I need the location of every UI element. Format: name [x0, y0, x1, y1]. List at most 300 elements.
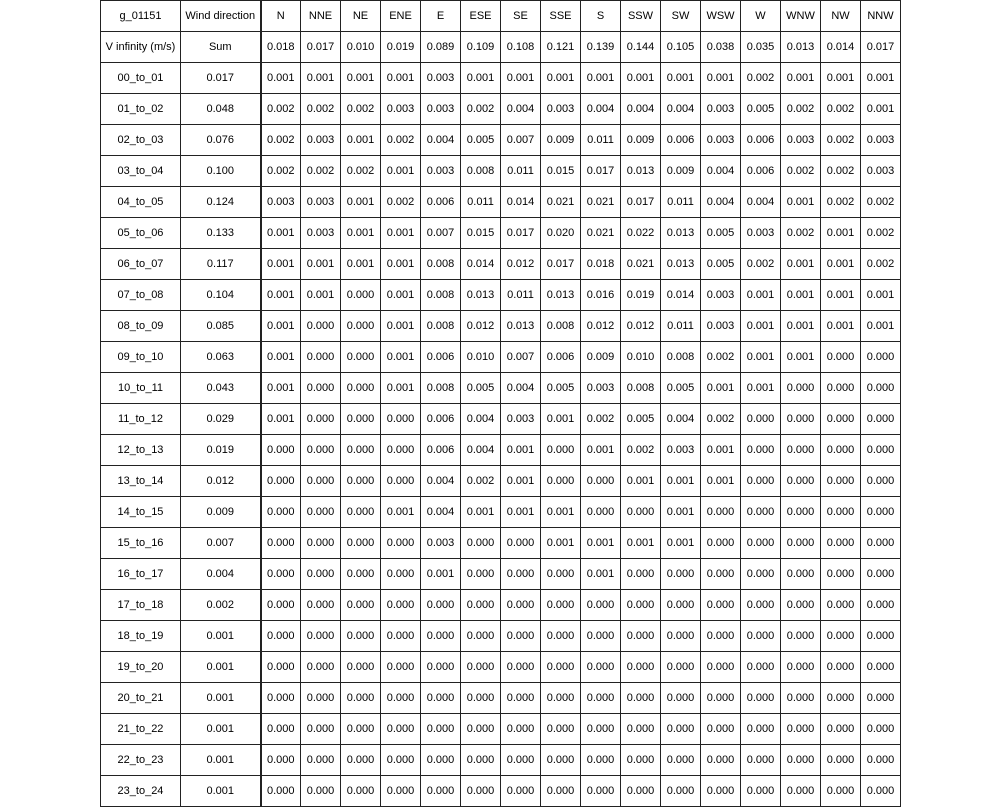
frequency-cell: 0.003 — [421, 94, 461, 125]
direction-header-cell: E — [421, 1, 461, 32]
frequency-cell: 0.003 — [701, 280, 741, 311]
frequency-cell: 0.000 — [861, 404, 901, 435]
table-row — [101, 435, 901, 466]
frequency-cell: 0.004 — [461, 435, 501, 466]
frequency-cell: 0.009 — [621, 125, 661, 156]
frequency-cell: 0.001 — [541, 63, 581, 94]
frequency-cell: 0.000 — [581, 497, 621, 528]
frequency-cell: 0.000 — [261, 621, 301, 652]
frequency-cell: 0.017 — [581, 156, 621, 187]
frequency-cell: 0.000 — [301, 528, 341, 559]
frequency-cell: 0.000 — [621, 714, 661, 745]
sum-value-cell: 0.105 — [661, 32, 701, 63]
frequency-cell: 0.004 — [741, 187, 781, 218]
table-row — [101, 714, 901, 745]
row-sum-cell: 0.001 — [181, 683, 261, 714]
frequency-cell: 0.000 — [701, 683, 741, 714]
frequency-cell: 0.000 — [861, 342, 901, 373]
frequency-cell: 0.000 — [821, 435, 861, 466]
frequency-cell: 0.001 — [381, 280, 421, 311]
frequency-cell: 0.002 — [461, 466, 501, 497]
frequency-cell: 0.001 — [581, 435, 621, 466]
frequency-cell: 0.000 — [341, 311, 381, 342]
direction-header-cell: SW — [661, 1, 701, 32]
speed-bin-label: 17_to_18 — [101, 590, 181, 621]
frequency-cell: 0.011 — [661, 187, 701, 218]
frequency-cell: 0.001 — [341, 218, 381, 249]
frequency-cell: 0.004 — [421, 466, 461, 497]
frequency-cell: 0.000 — [701, 497, 741, 528]
table-row — [101, 125, 901, 156]
frequency-cell: 0.004 — [621, 94, 661, 125]
frequency-cell: 0.012 — [461, 311, 501, 342]
table-row — [101, 559, 901, 590]
frequency-cell: 0.008 — [421, 373, 461, 404]
frequency-cell: 0.001 — [341, 249, 381, 280]
speed-bin-label: 04_to_05 — [101, 187, 181, 218]
row-sum-cell: 0.100 — [181, 156, 261, 187]
frequency-cell: 0.000 — [741, 497, 781, 528]
frequency-cell: 0.006 — [661, 125, 701, 156]
frequency-cell: 0.003 — [741, 218, 781, 249]
frequency-cell: 0.006 — [421, 342, 461, 373]
direction-header-cell: W — [741, 1, 781, 32]
speed-bin-label: 00_to_01 — [101, 63, 181, 94]
frequency-cell: 0.000 — [701, 652, 741, 683]
frequency-cell: 0.003 — [581, 373, 621, 404]
frequency-cell: 0.000 — [781, 776, 821, 807]
frequency-cell: 0.005 — [621, 404, 661, 435]
frequency-cell: 0.010 — [621, 342, 661, 373]
frequency-cell: 0.000 — [541, 466, 581, 497]
frequency-cell: 0.000 — [421, 714, 461, 745]
frequency-cell: 0.000 — [541, 776, 581, 807]
frequency-cell: 0.000 — [301, 714, 341, 745]
row-sum-cell: 0.063 — [181, 342, 261, 373]
sum-value-cell: 0.017 — [861, 32, 901, 63]
frequency-cell: 0.004 — [701, 187, 741, 218]
frequency-cell: 0.000 — [461, 590, 501, 621]
frequency-cell: 0.000 — [301, 652, 341, 683]
frequency-cell: 0.000 — [701, 745, 741, 776]
frequency-cell: 0.000 — [341, 435, 381, 466]
wind-frequency-table-container — [100, 0, 900, 800]
frequency-cell: 0.000 — [381, 559, 421, 590]
frequency-cell: 0.001 — [461, 63, 501, 94]
frequency-cell: 0.003 — [541, 94, 581, 125]
frequency-cell: 0.008 — [461, 156, 501, 187]
frequency-cell: 0.000 — [301, 776, 341, 807]
frequency-cell: 0.000 — [461, 683, 501, 714]
direction-header-cell: SSE — [541, 1, 581, 32]
frequency-cell: 0.000 — [381, 745, 421, 776]
frequency-cell: 0.000 — [741, 776, 781, 807]
frequency-cell: 0.000 — [581, 714, 621, 745]
frequency-cell: 0.000 — [581, 745, 621, 776]
frequency-cell: 0.000 — [781, 435, 821, 466]
frequency-cell: 0.001 — [461, 497, 501, 528]
corner-label: g_01151 — [101, 1, 181, 32]
frequency-cell: 0.017 — [541, 249, 581, 280]
frequency-cell: 0.000 — [261, 590, 301, 621]
frequency-cell: 0.014 — [461, 249, 501, 280]
frequency-cell: 0.008 — [421, 249, 461, 280]
frequency-cell: 0.000 — [781, 559, 821, 590]
frequency-cell: 0.002 — [781, 218, 821, 249]
frequency-cell: 0.000 — [821, 776, 861, 807]
frequency-cell: 0.000 — [621, 559, 661, 590]
row-sum-cell: 0.012 — [181, 466, 261, 497]
frequency-cell: 0.001 — [541, 528, 581, 559]
frequency-cell: 0.000 — [781, 621, 821, 652]
table-row — [101, 497, 901, 528]
frequency-cell: 0.004 — [501, 373, 541, 404]
speed-bin-label: 23_to_24 — [101, 776, 181, 807]
frequency-cell: 0.001 — [261, 249, 301, 280]
frequency-cell: 0.000 — [301, 342, 341, 373]
row-sum-cell: 0.029 — [181, 404, 261, 435]
frequency-cell: 0.001 — [301, 63, 341, 94]
frequency-cell: 0.001 — [821, 249, 861, 280]
frequency-cell: 0.005 — [661, 373, 701, 404]
table-row — [101, 466, 901, 497]
frequency-cell: 0.011 — [461, 187, 501, 218]
row-sum-cell: 0.117 — [181, 249, 261, 280]
frequency-cell: 0.000 — [301, 590, 341, 621]
speed-bin-label: 08_to_09 — [101, 311, 181, 342]
frequency-cell: 0.008 — [661, 342, 701, 373]
frequency-cell: 0.000 — [861, 373, 901, 404]
row-sum-cell: 0.001 — [181, 776, 261, 807]
speed-bin-label: 01_to_02 — [101, 94, 181, 125]
frequency-cell: 0.001 — [581, 559, 621, 590]
frequency-cell: 0.021 — [581, 187, 621, 218]
frequency-cell: 0.008 — [621, 373, 661, 404]
frequency-cell: 0.000 — [701, 590, 741, 621]
frequency-cell: 0.000 — [461, 714, 501, 745]
frequency-cell: 0.002 — [261, 125, 301, 156]
frequency-cell: 0.000 — [341, 776, 381, 807]
frequency-cell: 0.000 — [421, 776, 461, 807]
frequency-cell: 0.013 — [461, 280, 501, 311]
frequency-cell: 0.000 — [861, 714, 901, 745]
frequency-cell: 0.000 — [821, 590, 861, 621]
frequency-cell: 0.001 — [701, 63, 741, 94]
frequency-cell: 0.001 — [261, 63, 301, 94]
frequency-cell: 0.000 — [781, 466, 821, 497]
direction-header-cell: WNW — [781, 1, 821, 32]
frequency-cell: 0.001 — [381, 342, 421, 373]
frequency-cell: 0.001 — [741, 280, 781, 311]
frequency-cell: 0.001 — [541, 404, 581, 435]
row-sum-cell: 0.048 — [181, 94, 261, 125]
direction-header-cell: N — [261, 1, 301, 32]
frequency-cell: 0.000 — [621, 652, 661, 683]
table-row — [101, 311, 901, 342]
speed-bin-label: 11_to_12 — [101, 404, 181, 435]
frequency-cell: 0.013 — [541, 280, 581, 311]
wind-frequency-table — [100, 0, 901, 807]
frequency-cell: 0.005 — [541, 373, 581, 404]
table-row — [101, 745, 901, 776]
frequency-cell: 0.021 — [541, 187, 581, 218]
frequency-cell: 0.021 — [581, 218, 621, 249]
frequency-cell: 0.000 — [261, 714, 301, 745]
frequency-cell: 0.003 — [861, 125, 901, 156]
frequency-cell: 0.002 — [701, 404, 741, 435]
speed-bin-label: 15_to_16 — [101, 528, 181, 559]
sum-value-cell: 0.144 — [621, 32, 661, 63]
frequency-cell: 0.001 — [581, 63, 621, 94]
frequency-cell: 0.000 — [861, 435, 901, 466]
row-sum-cell: 0.017 — [181, 63, 261, 94]
frequency-cell: 0.000 — [501, 528, 541, 559]
frequency-cell: 0.003 — [301, 187, 341, 218]
direction-header-cell: NW — [821, 1, 861, 32]
frequency-cell: 0.000 — [821, 745, 861, 776]
frequency-cell: 0.002 — [821, 125, 861, 156]
frequency-cell: 0.000 — [261, 559, 301, 590]
frequency-cell: 0.003 — [501, 404, 541, 435]
frequency-cell: 0.000 — [701, 776, 741, 807]
frequency-cell: 0.000 — [501, 714, 541, 745]
frequency-cell: 0.000 — [821, 559, 861, 590]
frequency-cell: 0.000 — [781, 652, 821, 683]
frequency-cell: 0.000 — [341, 621, 381, 652]
frequency-cell: 0.002 — [341, 94, 381, 125]
table-row — [101, 156, 901, 187]
frequency-cell: 0.000 — [581, 652, 621, 683]
frequency-cell: 0.001 — [501, 497, 541, 528]
frequency-cell: 0.000 — [541, 745, 581, 776]
frequency-cell: 0.000 — [341, 714, 381, 745]
frequency-cell: 0.002 — [341, 156, 381, 187]
sum-header: Sum — [181, 32, 261, 63]
frequency-cell: 0.000 — [421, 683, 461, 714]
frequency-cell: 0.007 — [421, 218, 461, 249]
frequency-cell: 0.000 — [301, 435, 341, 466]
frequency-cell: 0.000 — [661, 714, 701, 745]
frequency-cell: 0.001 — [661, 63, 701, 94]
frequency-cell: 0.020 — [541, 218, 581, 249]
frequency-cell: 0.000 — [821, 342, 861, 373]
frequency-cell: 0.000 — [741, 435, 781, 466]
speed-bin-label: 02_to_03 — [101, 125, 181, 156]
frequency-cell: 0.005 — [461, 373, 501, 404]
frequency-cell: 0.000 — [821, 466, 861, 497]
frequency-cell: 0.000 — [381, 621, 421, 652]
frequency-cell: 0.000 — [541, 435, 581, 466]
frequency-cell: 0.000 — [861, 776, 901, 807]
frequency-cell: 0.000 — [701, 528, 741, 559]
frequency-cell: 0.000 — [701, 621, 741, 652]
frequency-cell: 0.000 — [821, 621, 861, 652]
frequency-cell: 0.002 — [581, 404, 621, 435]
frequency-cell: 0.001 — [421, 559, 461, 590]
frequency-cell: 0.003 — [781, 125, 821, 156]
frequency-cell: 0.001 — [821, 63, 861, 94]
frequency-cell: 0.000 — [821, 652, 861, 683]
frequency-cell: 0.000 — [821, 528, 861, 559]
frequency-cell: 0.001 — [501, 435, 541, 466]
frequency-cell: 0.000 — [661, 590, 701, 621]
frequency-cell: 0.000 — [301, 373, 341, 404]
frequency-cell: 0.000 — [501, 776, 541, 807]
frequency-cell: 0.013 — [621, 156, 661, 187]
frequency-cell: 0.004 — [661, 404, 701, 435]
direction-header-cell: ESE — [461, 1, 501, 32]
frequency-cell: 0.001 — [661, 528, 701, 559]
frequency-cell: 0.000 — [501, 590, 541, 621]
frequency-cell: 0.011 — [661, 311, 701, 342]
frequency-cell: 0.017 — [621, 187, 661, 218]
frequency-cell: 0.000 — [621, 776, 661, 807]
table-row — [101, 94, 901, 125]
frequency-cell: 0.000 — [541, 559, 581, 590]
frequency-cell: 0.009 — [581, 342, 621, 373]
frequency-cell: 0.019 — [621, 280, 661, 311]
speed-bin-label: 16_to_17 — [101, 559, 181, 590]
sum-value-cell: 0.035 — [741, 32, 781, 63]
frequency-cell: 0.000 — [341, 466, 381, 497]
frequency-cell: 0.000 — [781, 497, 821, 528]
frequency-cell: 0.008 — [421, 311, 461, 342]
frequency-cell: 0.007 — [501, 125, 541, 156]
frequency-cell: 0.000 — [821, 373, 861, 404]
frequency-cell: 0.018 — [581, 249, 621, 280]
frequency-cell: 0.000 — [301, 621, 341, 652]
frequency-cell: 0.001 — [861, 63, 901, 94]
frequency-cell: 0.000 — [461, 745, 501, 776]
frequency-cell: 0.004 — [421, 125, 461, 156]
header-row — [101, 1, 901, 32]
frequency-cell: 0.014 — [661, 280, 701, 311]
frequency-cell: 0.021 — [621, 249, 661, 280]
frequency-cell: 0.000 — [381, 404, 421, 435]
frequency-cell: 0.003 — [701, 94, 741, 125]
frequency-cell: 0.000 — [501, 652, 541, 683]
table-row — [101, 528, 901, 559]
table-row — [101, 249, 901, 280]
frequency-cell: 0.002 — [741, 249, 781, 280]
frequency-cell: 0.006 — [421, 187, 461, 218]
frequency-cell: 0.000 — [301, 559, 341, 590]
frequency-cell: 0.015 — [461, 218, 501, 249]
frequency-cell: 0.002 — [781, 94, 821, 125]
frequency-cell: 0.000 — [621, 683, 661, 714]
frequency-cell: 0.000 — [781, 745, 821, 776]
speed-bin-label: 06_to_07 — [101, 249, 181, 280]
row-sum-cell: 0.001 — [181, 714, 261, 745]
frequency-cell: 0.000 — [541, 683, 581, 714]
frequency-cell: 0.000 — [341, 559, 381, 590]
frequency-cell: 0.000 — [861, 466, 901, 497]
row-sum-cell: 0.133 — [181, 218, 261, 249]
frequency-cell: 0.002 — [821, 156, 861, 187]
frequency-cell: 0.011 — [501, 280, 541, 311]
frequency-cell: 0.002 — [261, 94, 301, 125]
frequency-cell: 0.000 — [461, 559, 501, 590]
frequency-cell: 0.001 — [261, 373, 301, 404]
frequency-cell: 0.015 — [541, 156, 581, 187]
frequency-cell: 0.004 — [701, 156, 741, 187]
frequency-cell: 0.000 — [581, 590, 621, 621]
frequency-cell: 0.000 — [581, 621, 621, 652]
frequency-cell: 0.016 — [581, 280, 621, 311]
frequency-cell: 0.000 — [821, 497, 861, 528]
frequency-cell: 0.001 — [621, 63, 661, 94]
sum-value-cell: 0.010 — [341, 32, 381, 63]
frequency-cell: 0.000 — [741, 404, 781, 435]
frequency-cell: 0.000 — [821, 714, 861, 745]
frequency-cell: 0.005 — [701, 218, 741, 249]
frequency-cell: 0.001 — [381, 373, 421, 404]
frequency-cell: 0.001 — [621, 466, 661, 497]
frequency-cell: 0.003 — [301, 125, 341, 156]
frequency-cell: 0.001 — [301, 280, 341, 311]
frequency-cell: 0.003 — [661, 435, 701, 466]
frequency-cell: 0.000 — [621, 497, 661, 528]
frequency-cell: 0.000 — [541, 652, 581, 683]
frequency-cell: 0.000 — [661, 683, 701, 714]
frequency-cell: 0.001 — [861, 280, 901, 311]
speed-bin-label: 13_to_14 — [101, 466, 181, 497]
frequency-cell: 0.000 — [381, 435, 421, 466]
frequency-cell: 0.003 — [301, 218, 341, 249]
table-row — [101, 280, 901, 311]
frequency-cell: 0.000 — [381, 683, 421, 714]
frequency-cell: 0.001 — [861, 311, 901, 342]
frequency-cell: 0.000 — [661, 559, 701, 590]
frequency-cell: 0.017 — [501, 218, 541, 249]
frequency-cell: 0.000 — [621, 590, 661, 621]
frequency-cell: 0.001 — [501, 466, 541, 497]
frequency-cell: 0.000 — [301, 404, 341, 435]
frequency-cell: 0.002 — [381, 125, 421, 156]
sum-value-cell: 0.108 — [501, 32, 541, 63]
frequency-cell: 0.008 — [421, 280, 461, 311]
frequency-cell: 0.001 — [781, 63, 821, 94]
frequency-cell: 0.000 — [861, 497, 901, 528]
frequency-cell: 0.000 — [501, 621, 541, 652]
row-sum-cell: 0.124 — [181, 187, 261, 218]
frequency-cell: 0.009 — [541, 125, 581, 156]
frequency-cell: 0.001 — [621, 528, 661, 559]
direction-header-cell: ENE — [381, 1, 421, 32]
frequency-cell: 0.000 — [661, 621, 701, 652]
frequency-cell: 0.000 — [381, 776, 421, 807]
frequency-cell: 0.001 — [261, 280, 301, 311]
row-sum-cell: 0.043 — [181, 373, 261, 404]
frequency-cell: 0.002 — [301, 94, 341, 125]
frequency-cell: 0.001 — [381, 249, 421, 280]
frequency-cell: 0.012 — [621, 311, 661, 342]
frequency-cell: 0.001 — [341, 125, 381, 156]
frequency-cell: 0.006 — [541, 342, 581, 373]
frequency-cell: 0.002 — [861, 187, 901, 218]
row-sum-cell: 0.001 — [181, 652, 261, 683]
frequency-cell: 0.000 — [341, 497, 381, 528]
frequency-cell: 0.000 — [701, 559, 741, 590]
table-row — [101, 652, 901, 683]
sum-value-cell: 0.109 — [461, 32, 501, 63]
frequency-cell: 0.002 — [741, 63, 781, 94]
frequency-cell: 0.000 — [461, 776, 501, 807]
frequency-cell: 0.000 — [661, 745, 701, 776]
frequency-cell: 0.001 — [821, 311, 861, 342]
sum-row — [101, 32, 901, 63]
table-row — [101, 373, 901, 404]
